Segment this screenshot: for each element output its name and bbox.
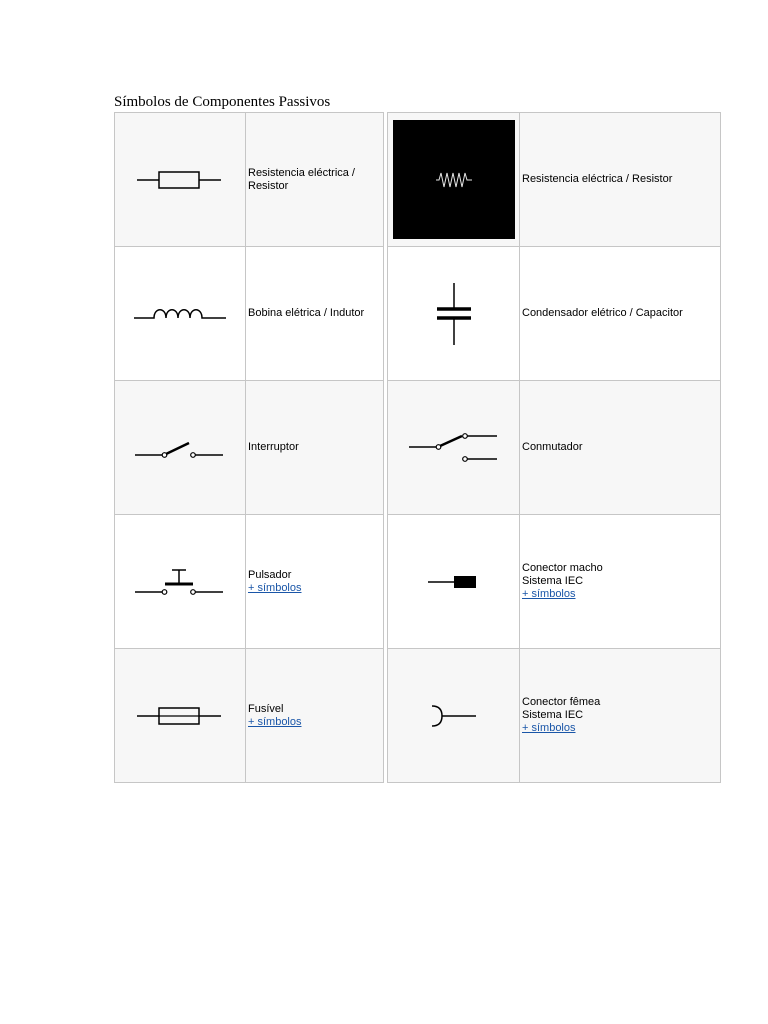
symbol-cell xyxy=(114,112,246,247)
symbol-label: Sistema IEC xyxy=(522,709,584,721)
symbol-label: Fusível xyxy=(248,702,284,715)
symbol-cell xyxy=(387,246,520,381)
fuse-icon xyxy=(135,702,225,730)
symbol-cell xyxy=(114,514,246,649)
label-cell xyxy=(519,246,721,381)
label-cell xyxy=(245,380,384,515)
symbol-label: Resistencia eléctrica / xyxy=(248,166,355,179)
label-cell xyxy=(245,514,384,649)
label-cell xyxy=(519,514,721,649)
more-symbols-link[interactable]: + símbolos xyxy=(522,722,576,734)
symbol-label: Condensador elétrico / Capacitor xyxy=(522,307,683,319)
label-cell xyxy=(245,246,384,381)
symbol-cell xyxy=(114,648,246,783)
more-symbols-link[interactable]: + símbolos xyxy=(522,588,576,600)
more-symbols-link[interactable]: + símbolos xyxy=(248,581,302,594)
inductor-icon xyxy=(132,304,228,324)
male-connector-icon xyxy=(426,572,482,592)
symbol-cell xyxy=(387,112,520,247)
symbol-cell xyxy=(114,380,246,515)
symbol-label: Conector macho xyxy=(522,562,603,574)
symbol-cell xyxy=(387,648,520,783)
symbol-cell xyxy=(114,246,246,381)
symbol-label: Resistencia eléctrica / Resistor xyxy=(522,173,673,185)
symbol-label: Interruptor xyxy=(248,441,299,453)
symbol-label: Bobina elétrica / Indutor xyxy=(248,307,365,319)
resistor-icon xyxy=(135,165,225,195)
symbol-cell xyxy=(387,514,520,649)
switch-icon xyxy=(133,433,227,463)
label-cell xyxy=(519,648,721,783)
label-cell xyxy=(245,112,384,247)
page-title: Símbolos de Componentes Passivos xyxy=(114,94,331,110)
symbol-cell xyxy=(387,380,520,515)
label-cell xyxy=(519,112,721,247)
more-symbols-link[interactable]: + símbolos xyxy=(248,715,302,728)
symbol-label: Pulsador xyxy=(248,568,292,581)
label-cell xyxy=(245,648,384,783)
female-connector-icon xyxy=(428,703,480,729)
resistor-zigzag-icon xyxy=(393,120,515,239)
symbol-label: Conmutador xyxy=(522,441,583,453)
symbol-label: Conector fêmea xyxy=(522,696,601,708)
pushbutton-icon xyxy=(133,564,227,600)
capacitor-icon xyxy=(429,281,479,347)
symbol-label: Sistema IEC xyxy=(522,575,584,587)
symbol-label: Resistor xyxy=(248,179,289,192)
changeover-switch-icon xyxy=(407,430,501,466)
label-cell xyxy=(519,380,721,515)
